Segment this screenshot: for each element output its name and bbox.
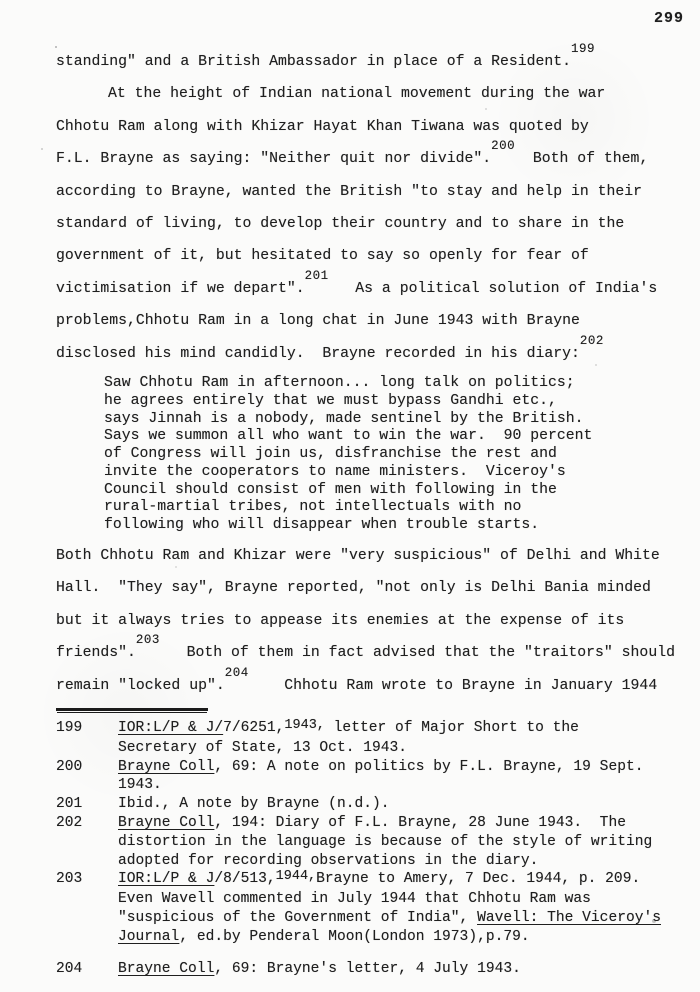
footnote-line [118,909,700,928]
body-line [56,268,700,305]
block-quote [104,375,700,535]
body-line [56,139,700,175]
text-segment: IOR:L/P & J/ [118,720,224,737]
body-line [56,633,700,669]
footnote-separator [56,708,208,712]
footnote-list [56,719,700,978]
body-line [56,42,700,78]
text-segment: letter of Major Short to the [324,720,579,737]
footnote [56,795,700,814]
footnote-line [118,960,700,979]
text-segment: , ed.by Penderal Moon(London 1973),p.79. [179,928,530,945]
text-segment: Both of them, [515,151,649,168]
page-content [56,42,700,978]
text-segment: remain "locked up". [56,677,225,694]
text-segment: 1944, [275,869,317,885]
quote-line: Saw Chhotu Ram in afternoon... long talk on politics; [104,374,575,391]
text-segment: adopted for recording observations in the diary. [118,852,539,869]
text-segment: Hall. "They say", Brayne reported, "not only is Delhi Bania minded [56,580,651,597]
footnote-line [118,719,700,739]
text-segment: , 194: Diary of F.L. Brayne, 28 June 1943. The [214,815,626,832]
text-segment: F.L. Brayne as saying: "Neither quit nor divide". [56,151,492,168]
footnote-ref-199: 199 [571,42,596,56]
body-line [56,176,700,208]
text-segment: standard of living, to develop their country and to share in the [56,215,625,232]
text-segment: 1943, [284,718,325,734]
footnote-line [118,739,700,758]
text-segment: Even Wavell commented in July 1944 that Chhotu Ram was [118,891,591,908]
footnote-line [118,814,700,833]
footnote-line [118,890,700,909]
text-segment: government of it, but hesitated to say so openly for fear of [56,248,589,265]
paragraph-block-2 [56,540,700,702]
text-segment: Wavell: The Viceroy's [477,910,661,926]
text-segment: disclosed his mind candidly. Brayne recorded in his diary: [56,345,580,362]
footnote-number: 201 [56,796,83,813]
text-segment: 1943. [118,777,162,794]
text-segment: Brayne Coll [118,815,215,832]
footnote-text [118,870,700,946]
footnote-number: 203 [56,871,83,888]
quote-line: of Congress will join us, disfranchise the rest and [104,446,557,463]
quote-line: rural-martial tribes, not intellectuals with no [104,499,522,516]
paragraph-block-1 [56,42,700,370]
text-segment: IOR:L/P & J [118,871,215,888]
text-segment: At the height of Indian national movement during the war [108,86,606,103]
text-segment: but it always tries to appease its enemies at the expense of its [56,612,625,629]
footnote [56,960,700,979]
footnote-number: 200 [56,758,83,775]
quote-line: Says we summon all who want to win the war. 90 percent [104,428,593,445]
body-line [56,665,700,702]
footnote-line [118,833,700,852]
footnote-line [118,928,700,947]
footnote-number: 202 [56,815,83,832]
footnote-ref-204: 204 [224,665,249,680]
footnote-text [118,814,700,870]
text-segment: Chhotu Ram wrote to Brayne in January 1944 [248,677,658,694]
quote-line: he agrees entirely that we must bypass Gandhi etc., [104,392,557,409]
text-segment: standing" and a British Ambassador in place of a Resident. [56,54,572,70]
footnote-ref-201: 201 [304,268,329,283]
text-segment: /8/513, [214,871,276,888]
footnote-text [118,795,700,814]
text-segment: friends". [56,645,136,662]
footnote [56,719,700,758]
text-segment: Both Chhotu Ram and Khizar were "very suspicious" of Delhi and White [56,548,660,565]
footnote-line [118,852,700,871]
text-segment: Chhotu Ram along with Khizar Hayat Khan Tiwana was quoted by [56,118,589,135]
text-segment: Brayne to Amery, 7 Dec. 1944, p. 209. [316,871,641,888]
footnote-number: 204 [56,960,83,977]
text-segment: As a political solution of India's [328,280,658,297]
footnote-line [118,758,700,777]
text-segment: distortion in the language is because of the style of writing [118,833,653,850]
footnote [56,758,700,796]
body-line [56,572,700,604]
quote-line: says Jinnah is a nobody, made sentinel by the British. [104,410,584,427]
quote-line: following who will disappear when trouble starts. [104,517,540,534]
quote-line: invite the cooperators to name ministers. Viceroy's [104,463,566,480]
footnote-ref-200: 200 [491,139,516,154]
body-line [56,208,700,240]
text-segment: Brayne Coll [118,758,215,775]
footnote-ref-203: 203 [135,633,160,648]
text-segment: Secretary of State, 13 Oct. 1943. [118,739,408,756]
footnote-line [118,795,700,814]
body-line [56,111,700,143]
text-segment: according to Brayne, wanted the British "to stay and help in their [56,183,643,200]
text-segment: victimisation if we depart". [56,280,305,297]
text-segment: Brayne Coll [118,960,215,977]
footnote-text [118,719,700,758]
text-segment: 7/6251, [223,720,285,737]
text-segment: Ibid., A note by Brayne (n.d.). [118,796,390,813]
body-line [56,78,700,110]
footnote [56,870,700,946]
body-line [56,240,700,272]
text-segment: "suspicious of the Government of India", [118,910,478,926]
footnote-number: 199 [56,720,83,737]
footnote-text [118,758,700,796]
footnote-line [118,776,700,795]
body-line [56,333,700,370]
page-number: 299 [654,10,685,27]
text-segment: problems,Chhotu Ram in a long chat in June 1943 with Brayne [56,313,580,330]
footnote-line [118,870,700,890]
text-segment: Both of them in fact advised that the "traitors" should [159,645,675,662]
quote-line: Council should consist of men with following in the [104,481,557,498]
text-segment: , 69: A note on politics by F.L. Brayne, 19 Sept. [214,758,644,775]
footnote-text [118,960,700,979]
footnote-ref-202: 202 [579,333,604,348]
body-line [56,540,700,572]
text-segment: , 69: Brayne's letter, 4 July 1943. [214,960,521,977]
footnote [56,814,700,870]
text-segment: Journal [118,928,180,945]
